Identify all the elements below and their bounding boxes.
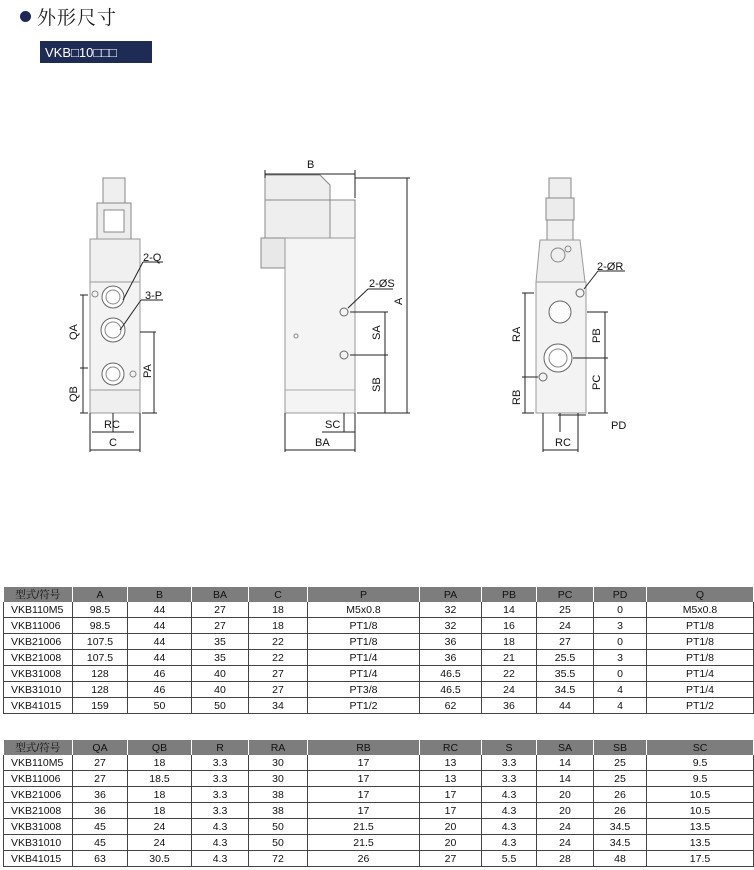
table-cell: 3.3 — [192, 755, 249, 771]
table-cell: 16 — [482, 618, 537, 634]
table-cell: PT1/4 — [647, 666, 754, 682]
table-cell: 13 — [420, 771, 482, 787]
label-rb: RB — [511, 389, 523, 405]
table-cell: VKB110M5 — [4, 755, 73, 771]
table-cell: 0 — [594, 602, 647, 618]
table-cell: 4.3 — [192, 819, 249, 835]
table-cell: 27 — [420, 851, 482, 867]
table-cell: M5x0.8 — [647, 602, 754, 618]
table-cell: 27 — [192, 618, 249, 634]
table-cell: 44 — [128, 602, 192, 618]
table-cell: 3.3 — [192, 787, 249, 803]
table-cell: 28 — [537, 851, 594, 867]
table-cell: 107.5 — [73, 650, 128, 666]
table-cell: 34 — [249, 698, 308, 714]
table-cell: 14 — [537, 771, 594, 787]
table-header-row — [4, 740, 754, 755]
table-cell: 17 — [420, 803, 482, 819]
table-cell: 4.3 — [482, 835, 537, 851]
table-cell: 4.3 — [192, 851, 249, 867]
table-cell: 18 — [249, 618, 308, 634]
table-cell: VKB31008 — [4, 819, 73, 835]
table-cell: 44 — [537, 698, 594, 714]
table-cell: 34.5 — [594, 819, 647, 835]
table-cell: 26 — [594, 803, 647, 819]
column-header: R — [192, 740, 249, 755]
table-cell: 20 — [420, 835, 482, 851]
table-cell: 35.5 — [537, 666, 594, 682]
table-cell: 3 — [594, 650, 647, 666]
label-r: 2-ØR — [597, 261, 624, 273]
column-header: Q — [647, 587, 754, 602]
column-header: RA — [249, 740, 308, 755]
table-cell: 3.3 — [482, 755, 537, 771]
table-cell: 25.5 — [537, 650, 594, 666]
table-cell: 27 — [537, 634, 594, 650]
table-cell: 17 — [308, 803, 420, 819]
table-cell: VKB21006 — [4, 634, 73, 650]
column-header: BA — [192, 587, 249, 602]
table-cell: 18 — [249, 602, 308, 618]
table-cell: PT1/4 — [647, 682, 754, 698]
table-row — [4, 771, 754, 787]
table-cell: 34.5 — [537, 682, 594, 698]
label-pa: PA — [142, 364, 154, 378]
table-cell: PT1/2 — [647, 698, 754, 714]
table-cell: 26 — [594, 787, 647, 803]
column-header: PB — [482, 587, 537, 602]
table-cell: VKB11006 — [4, 618, 73, 634]
table-cell: PT1/2 — [308, 698, 420, 714]
table-cell: 44 — [128, 650, 192, 666]
column-header: S — [482, 740, 537, 755]
table-cell: 13.5 — [647, 835, 754, 851]
table-cell: VKB110M5 — [4, 602, 73, 618]
table-cell: 50 — [249, 835, 308, 851]
table-cell: 9.5 — [647, 771, 754, 787]
table-cell: 40 — [192, 682, 249, 698]
table-cell: 20 — [420, 819, 482, 835]
table-cell: PT1/8 — [647, 650, 754, 666]
label-sa: SA — [371, 325, 383, 340]
table-cell: 27 — [73, 771, 128, 787]
table-cell: 98.5 — [73, 618, 128, 634]
column-header: SC — [647, 740, 754, 755]
label-qa: QA — [68, 324, 80, 340]
table-cell: 38 — [249, 787, 308, 803]
table-cell: 4 — [594, 682, 647, 698]
table-cell: 24 — [128, 819, 192, 835]
label-rc: RC — [104, 419, 120, 431]
label-sb: SB — [371, 377, 383, 392]
table-row — [4, 803, 754, 819]
table-row — [4, 835, 754, 851]
table-cell: 5.5 — [482, 851, 537, 867]
column-header: SA — [537, 740, 594, 755]
table-cell: 27 — [73, 755, 128, 771]
table-cell: 21.5 — [308, 835, 420, 851]
label-ba: BA — [315, 437, 330, 449]
label-p: 3-P — [145, 290, 163, 302]
label-b: B — [307, 159, 315, 171]
label-sc: SC — [325, 419, 341, 431]
table-cell: 32 — [420, 602, 482, 618]
table-row — [4, 755, 754, 771]
table-row — [4, 682, 754, 698]
table-cell: 36 — [420, 634, 482, 650]
table-cell: PT1/8 — [308, 618, 420, 634]
table-cell: 45 — [73, 819, 128, 835]
table-cell: 0 — [594, 634, 647, 650]
column-header: A — [73, 587, 128, 602]
table-cell: 13 — [420, 755, 482, 771]
table-cell: 3.3 — [192, 803, 249, 819]
table-cell: 34.5 — [594, 835, 647, 851]
table-cell: 50 — [128, 698, 192, 714]
column-header: B — [128, 587, 192, 602]
table-cell: VKB11006 — [4, 771, 73, 787]
table-row — [4, 698, 754, 714]
label-q: 2-Q — [143, 252, 162, 264]
model-badge: VKB□10□□□ — [40, 41, 152, 63]
table-cell: 4.3 — [482, 819, 537, 835]
column-header: SB — [594, 740, 647, 755]
table-cell: 26 — [308, 851, 420, 867]
table-cell: 62 — [420, 698, 482, 714]
table-cell: 24 — [128, 835, 192, 851]
table-cell: VKB21008 — [4, 650, 73, 666]
table-cell: 40 — [192, 666, 249, 682]
table-cell: 18 — [128, 787, 192, 803]
table-cell: VKB21006 — [4, 787, 73, 803]
table-cell: 63 — [73, 851, 128, 867]
table-cell: 36 — [73, 803, 128, 819]
column-header: 型式/符号 — [4, 740, 73, 755]
table-cell: 36 — [73, 787, 128, 803]
table-cell: 50 — [192, 698, 249, 714]
table-cell: 48 — [594, 851, 647, 867]
table-cell: PT1/8 — [308, 634, 420, 650]
table-cell: 22 — [249, 634, 308, 650]
table-cell: 10.5 — [647, 803, 754, 819]
table-cell: PT1/8 — [647, 618, 754, 634]
column-header: C — [249, 587, 308, 602]
table-cell: 24 — [537, 819, 594, 835]
table-cell: 13.5 — [647, 819, 754, 835]
table-row — [4, 851, 754, 867]
column-header: QB — [128, 740, 192, 755]
label-s: 2-ØS — [369, 278, 395, 290]
table-cell: PT3/8 — [308, 682, 420, 698]
table-cell: 18 — [482, 634, 537, 650]
table-cell: 45 — [73, 835, 128, 851]
table-row — [4, 602, 754, 618]
table-cell: VKB31010 — [4, 835, 73, 851]
label-qb: QB — [68, 386, 80, 402]
table-cell: 4.3 — [482, 787, 537, 803]
table-cell: 128 — [73, 682, 128, 698]
column-header: P — [308, 587, 420, 602]
spec-table-2 — [3, 740, 754, 867]
table-cell: 25 — [537, 602, 594, 618]
table-cell: 14 — [537, 755, 594, 771]
table-row — [4, 666, 754, 682]
table-cell: VKB21008 — [4, 803, 73, 819]
table-cell: 36 — [420, 650, 482, 666]
table-cell: 27 — [249, 682, 308, 698]
label-rc2: RC — [555, 437, 571, 449]
table-row — [4, 634, 754, 650]
table-cell: 24 — [537, 835, 594, 851]
table-cell: 18.5 — [128, 771, 192, 787]
table-cell: 18 — [128, 755, 192, 771]
table-header-row — [4, 587, 754, 602]
table-cell: 25 — [594, 771, 647, 787]
table-cell: 107.5 — [73, 634, 128, 650]
table-cell: 38 — [249, 803, 308, 819]
table-row — [4, 787, 754, 803]
table-cell: 20 — [537, 803, 594, 819]
table-cell: 27 — [249, 666, 308, 682]
column-header: PC — [537, 587, 594, 602]
table-cell: 17 — [308, 771, 420, 787]
table-cell: 0 — [594, 666, 647, 682]
table-cell: 17 — [308, 755, 420, 771]
table-cell: 24 — [537, 618, 594, 634]
table-cell: 25 — [594, 755, 647, 771]
table-cell: 20 — [537, 787, 594, 803]
table-cell: 18 — [128, 803, 192, 819]
table-cell: 27 — [192, 602, 249, 618]
table-cell: 32 — [420, 618, 482, 634]
table-cell: PT1/4 — [308, 650, 420, 666]
page-title: 外形尺寸 — [37, 6, 118, 29]
table-cell: VKB31010 — [4, 682, 73, 698]
label-pc: PC — [591, 374, 603, 390]
table-cell: 22 — [482, 666, 537, 682]
column-header: 型式/符号 — [4, 587, 73, 602]
table-cell: 3 — [594, 618, 647, 634]
label-ra: RA — [511, 326, 523, 342]
table-row — [4, 618, 754, 634]
column-header: RC — [420, 740, 482, 755]
table-cell: 10.5 — [647, 787, 754, 803]
table-cell: 35 — [192, 634, 249, 650]
table-cell: 24 — [482, 682, 537, 698]
table-cell: VKB41015 — [4, 698, 73, 714]
table-cell: 3.3 — [192, 771, 249, 787]
table-cell: 44 — [128, 634, 192, 650]
table-cell: 50 — [249, 819, 308, 835]
table-cell: 44 — [128, 618, 192, 634]
table-cell: 14 — [482, 602, 537, 618]
table-cell: 35 — [192, 650, 249, 666]
table-cell: 128 — [73, 666, 128, 682]
table-cell: 3.3 — [482, 771, 537, 787]
label-pb: PB — [591, 328, 603, 343]
table-cell: 46 — [128, 666, 192, 682]
table-cell: VKB31008 — [4, 666, 73, 682]
table-cell: 4 — [594, 698, 647, 714]
column-header: QA — [73, 740, 128, 755]
table-cell: 21 — [482, 650, 537, 666]
table-cell: 72 — [249, 851, 308, 867]
table-cell: 46 — [128, 682, 192, 698]
table-cell: 30 — [249, 755, 308, 771]
table-cell: PT1/4 — [308, 666, 420, 682]
table-row — [4, 819, 754, 835]
table-cell: 30.5 — [128, 851, 192, 867]
table-cell: 36 — [482, 698, 537, 714]
table-cell: VKB41015 — [4, 851, 73, 867]
column-header: PA — [420, 587, 482, 602]
table-cell: 4.3 — [482, 803, 537, 819]
label-c: C — [109, 437, 117, 449]
table-cell: 17 — [420, 787, 482, 803]
table-row — [4, 650, 754, 666]
table-cell: 30 — [249, 771, 308, 787]
label-a: A — [393, 297, 405, 305]
table-cell: 17.5 — [647, 851, 754, 867]
spec-table-1 — [3, 587, 754, 714]
column-header: RB — [308, 740, 420, 755]
table-cell: 22 — [249, 650, 308, 666]
side-view — [261, 170, 410, 452]
table-cell: 9.5 — [647, 755, 754, 771]
table-cell: 4.3 — [192, 835, 249, 851]
table-cell: 17 — [308, 787, 420, 803]
front-view — [80, 178, 163, 452]
label-pd: PD — [611, 420, 627, 432]
table-cell: PT1/8 — [647, 634, 754, 650]
column-header: PD — [594, 587, 647, 602]
table-cell: 98.5 — [73, 602, 128, 618]
table-cell: 46.5 — [420, 682, 482, 698]
table-cell: 46.5 — [420, 666, 482, 682]
table-cell: M5x0.8 — [308, 602, 420, 618]
rear-view — [522, 178, 625, 452]
table-cell: 159 — [73, 698, 128, 714]
table-cell: 21.5 — [308, 819, 420, 835]
